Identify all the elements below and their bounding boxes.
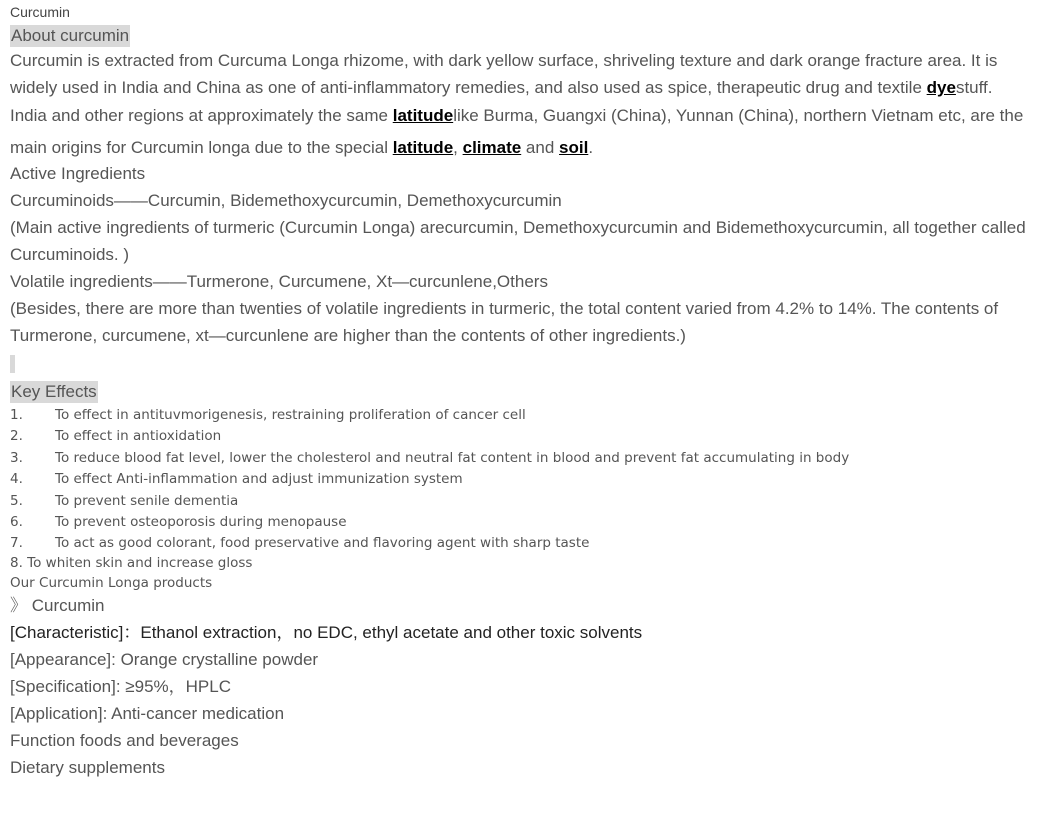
effect-number: 2. [10,428,23,445]
latitude-link-2[interactable]: latitude [392,138,454,157]
product-specification: [Specification]: ≥95%，HPLC [10,676,231,696]
effect-text: To effect Anti-inflammation and adjust immunization system [55,471,463,488]
key-effects-heading: Key Effects [11,382,97,401]
product-name: 》 Curcumin [10,595,105,615]
about-heading: About curcumin [11,26,130,45]
product-application: [Application]: Anti-cancer medication [10,703,285,723]
effect-text: To act as good colorant, food preservative and flavoring agent with sharp taste [55,535,590,552]
breadcrumb: Curcumin [10,4,70,20]
effect-item [10,426,1040,447]
effect-item [10,533,1040,554]
product-application-3: Dietary supplements [10,757,165,777]
curcuminoids-note: (Main active ingredients of turmeric (Curcumin Longa) arecurcumin, Demethoxycurcumin and Bidemethoxycurcumin, all together called Curcuminoids. ) [10,218,1026,264]
effect-text: To effect in antioxidation [55,428,222,445]
climate-link[interactable]: climate [462,138,522,157]
curcuminoids-line: Curcuminoids——Curcumin, Bidemethoxycurcumin, Demethoxycurcumin [10,191,562,210]
empty-highlight [10,355,15,373]
product-application-2: Function foods and beverages [10,730,239,750]
about-paragraph-2: India and other regions at approximately the same latitudelike Burma, Guangxi (China), Yunnan (China), northern Vietnam etc, are the main origins for Curcumin longa due to the special latitude, climate and soil. [10,106,1024,157]
effect-number: 4. [10,471,23,488]
volatile-line: Volatile ingredients——Turmerone, Curcumene, Xt—curcunlene,Others [10,272,548,291]
effect-number: 3. [10,449,23,466]
effect-number: 5. [10,492,23,509]
about-paragraph-1: Curcumin is extracted from Curcuma Longa rhizome, with dark yellow surface, shriveling texture and dark orange fracture area. It is widely used in India and China as one of anti-inflammatory remedies, and also used as spice, therapeutic drug and textile dyestuff. [10,51,998,97]
product-characteristic: [Characteristic]：Ethanol extraction，no EDC, ethyl acetate and other toxic solvents [10,622,643,642]
products-heading: Our Curcumin Longa products [10,574,213,591]
product-appearance: [Appearance]: Orange crystalline powder [10,649,319,669]
key-effects-list [10,405,1040,555]
dye-link[interactable]: dye [926,78,956,97]
effect-text: To effect in antituvmorigenesis, restraining proliferation of cancer cell [55,407,526,423]
effect-number: 1. [10,407,23,423]
effect-item-8: 8. To whiten skin and increase gloss [10,554,253,571]
effect-number: 7. [10,535,23,552]
soil-link[interactable]: soil [559,138,589,157]
effect-item [10,448,1040,469]
effect-text: To prevent osteoporosis during menopause [55,514,347,531]
active-ingredients-heading: Active Ingredients [10,164,146,183]
effect-item [10,469,1040,490]
effect-item [10,491,1040,512]
effect-text: To reduce blood fat level, lower the cholesterol and neutral fat content in blood and prevent fat accumulating in body [55,449,850,466]
article [10,0,1040,781]
volatile-note: (Besides, there are more than twenties of volatile ingredients in turmeric, the total content varied from 4.2% to 14%. The contents of Turmerone, curcumene, xt—curcunlene are higher than the contents of other ingredients.) [10,299,999,345]
latitude-link-1[interactable]: latitude [392,106,454,125]
effect-item [10,405,1040,426]
effect-text: To prevent senile dementia [55,492,239,509]
effect-item [10,512,1040,533]
effect-number: 6. [10,514,23,531]
